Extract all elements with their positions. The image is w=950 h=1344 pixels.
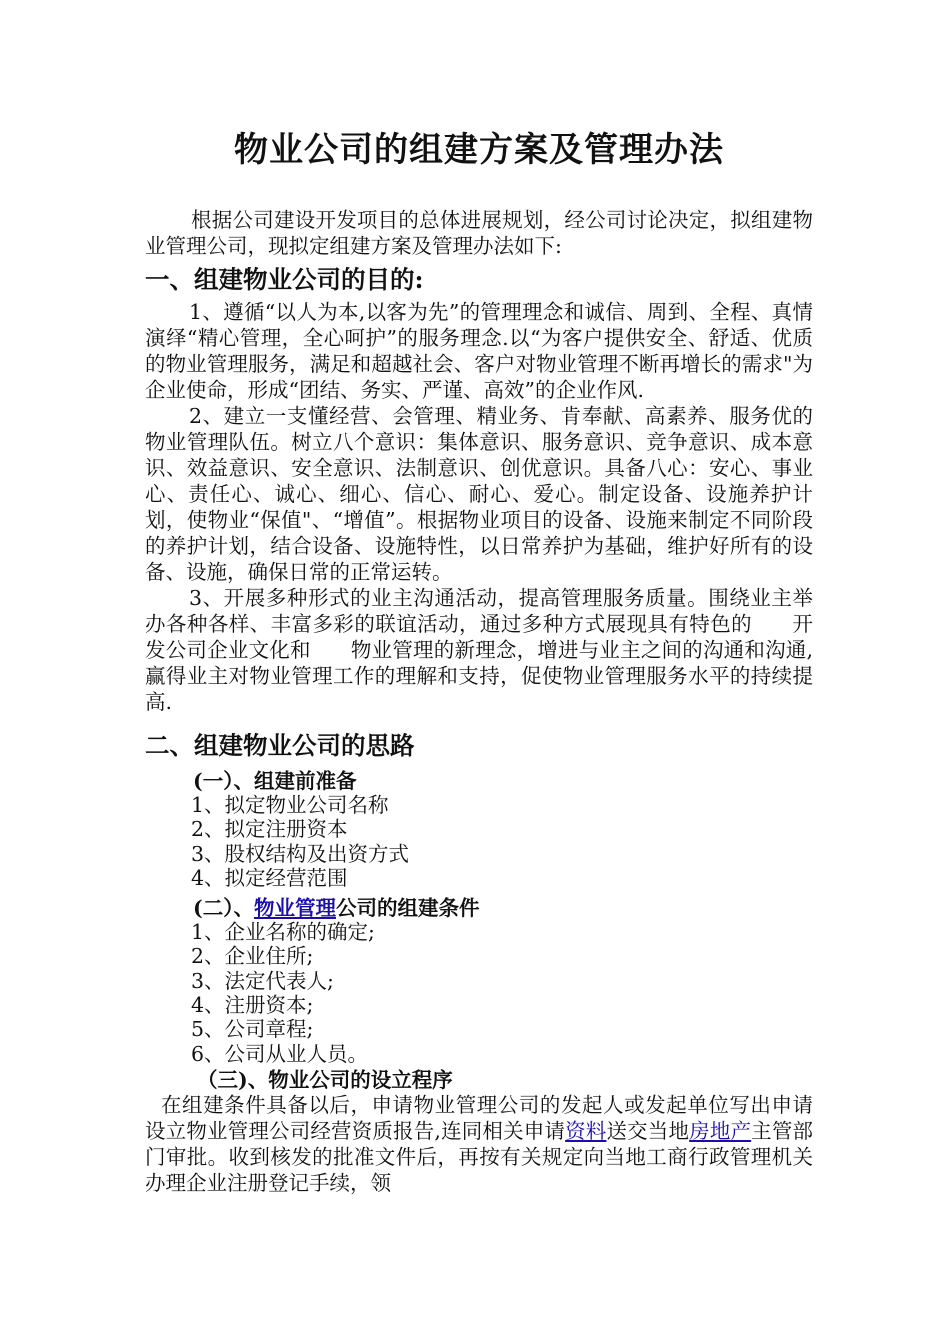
list-item: 5、公司章程; [191, 1017, 314, 1042]
sub3-text-b: 送交当地 [606, 1118, 690, 1143]
section2-heading: 二、组建物业公司的思路 [145, 731, 415, 760]
section1-heading: 一、组建物业公司的目的: [145, 265, 424, 294]
subsection2-suffix: 公司的组建条件 [335, 896, 480, 921]
list-item: 2、拟定注册资本 [191, 817, 348, 842]
section1-paragraph-3 [145, 585, 813, 715]
list-item: 1、企业名称的确定; [191, 920, 375, 945]
p3-part-a: 3、开展多种形式的业主沟通活动，提高管理服务质量。围绕业主举办各种各样、丰富多彩的联谊活动，通过多种方式展现具有特色的 [145, 586, 813, 636]
sub3-text-a: 在组建条件具备以后，申请物业管理公司的发起人或发起单位写出申请设立物业管理公司经营资质报告,连同相关申请 [145, 1092, 813, 1143]
list-item: 4、拟定经营范围 [191, 865, 348, 890]
sub3-text-c: 主管部门审批。收到核发的批准文件后，再按有关规定向当地工商行政管理机关办理企业注册登记手续，领 [145, 1118, 814, 1195]
list-item: 6、公司从业人员。 [191, 1041, 369, 1066]
document-page [145, 125, 813, 1196]
materials-link[interactable]: 资料 [565, 1118, 607, 1143]
list-item: 2、企业住所; [191, 944, 314, 969]
section1-paragraph-2: 2、建立一支懂经营、会管理、精业务、肯奉献、高素养、服务优的物业管理队伍。树立八个意识：集体意识、服务意识、竞争意识、成本意识、效益意识、安全意识、法制意识、创优意识。具备八心：安心、事业心、责任心、诚心、细心、信心、耐心、爱心。制定设备、设施养护计划，使物业“保值"、“增值”。根据物业项目的设备、设施来制定不同阶段的养护计划，结合设备、设施特性，以日常养护为基础，维护好所有的设备、设施，确保日常的正常运转。 [145, 404, 813, 584]
list-item: 3、股权结构及出资方式 [191, 841, 410, 866]
property-management-link[interactable]: 物业管理 [253, 896, 336, 921]
list-item: 4、注册资本; [191, 993, 314, 1018]
section1-paragraph-1: 1、遵循“以人为本,以客为先”的管理理念和诚信、周到、全程、真情演绎“精心管理，全心呵护”的服务理念.以“为客户提供安全、舒适、优质的物业管理服务，满足和超越社会、客户对物业管理不断再增长的需求"为企业使命，形成“团结、务实、严谨、高效”的企业作风. [145, 300, 813, 402]
intro-paragraph: 根据公司建设开发项目的总体进展规划，经公司讨论决定，拟组建物业管理公司，现拟定组建方案及管理办法如下: [145, 208, 813, 258]
real-estate-link[interactable]: 房地产 [689, 1118, 752, 1143]
list-item: 3、法定代表人; [191, 968, 334, 993]
list-item: 1、拟定物业公司名称 [191, 793, 389, 817]
document-title: 物业公司的组建方案及管理办法 [234, 130, 724, 170]
p3-part-c: 物业管理的新理念，增进与业主之间的沟通和沟通,赢得业主对物业管理工作的理解和支持，促使物业管理服务水平的持续提高. [145, 638, 814, 714]
subsection2-prefix: (二）、 [193, 896, 254, 921]
subsection3-paragraph [145, 1092, 813, 1196]
subsection2-heading [193, 896, 813, 920]
subsection3-heading: （三)、物业公司的设立程序 [197, 1067, 453, 1092]
subsection1-heading: (一）、组建前准备 [193, 769, 357, 793]
p3-part-b: 开发公司企业文化和 [145, 612, 814, 662]
